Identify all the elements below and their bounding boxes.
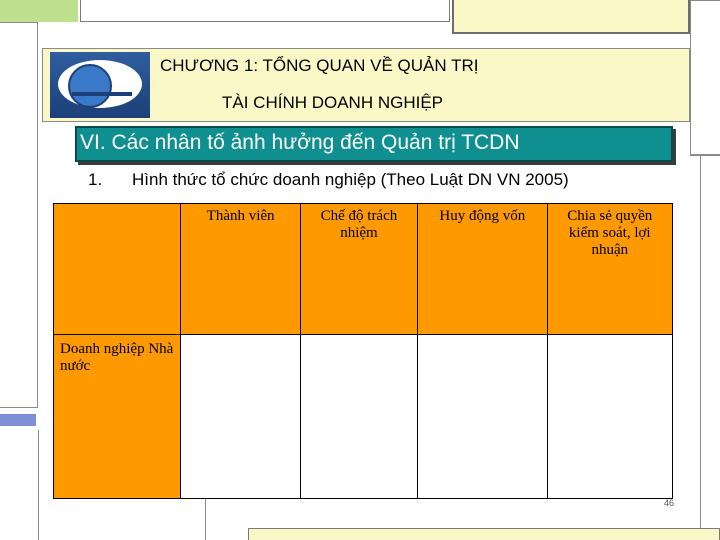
page-number: 46 [664,498,675,508]
decorative-line-left [38,430,39,540]
table-row [54,335,673,499]
decorative-blue-block [0,414,36,426]
table-row-label [54,335,181,499]
table-header-members: Thành viên [181,204,300,335]
logo-banner [72,92,132,96]
table-header-liability: Chế độ trách nhiệm [300,204,417,335]
decorative-line-right-vertical [700,155,701,540]
decorative-green-block [0,0,78,22]
decorative-line-right [690,155,720,156]
decorative-yellow-block [452,0,690,34]
table-header-control-profit: Chia sẻ quyền kiểm soát, lợi nhuận [547,204,672,335]
table-cell [181,335,300,499]
row-label-text: Doanh nghiệp Nhà nước [60,341,174,374]
decorative-bottom-bar [248,528,720,540]
decorative-frame-left [0,22,38,408]
table-cell [547,335,672,499]
table-header-capital: Huy động vốn [418,204,547,335]
decorative-frame-top [80,0,450,22]
table-cell [418,335,547,499]
page-title-line1: CHƯƠNG 1: TỔNG QUAN VỀ QUẢN TRỊ [160,56,479,75]
item-number: 1. [88,170,103,189]
decorative-frame-right [690,0,720,155]
comparison-table [53,203,673,499]
item-text: Hình thức tổ chức doanh nghiệp (Theo Luật DN VN 2005) [132,170,569,189]
logo-globe-icon [68,64,112,108]
table-header-row [54,204,673,335]
page-title-line2: TÀI CHÍNH DOANH NGHIỆP [222,93,444,112]
decorative-line-bottom [205,494,206,540]
table-cell [300,335,417,499]
university-logo-icon [50,52,150,118]
section-title: VI. Các nhân tố ảnh hưởng đến Quản trị TCDN [80,131,520,154]
table-header-corner [54,204,181,335]
